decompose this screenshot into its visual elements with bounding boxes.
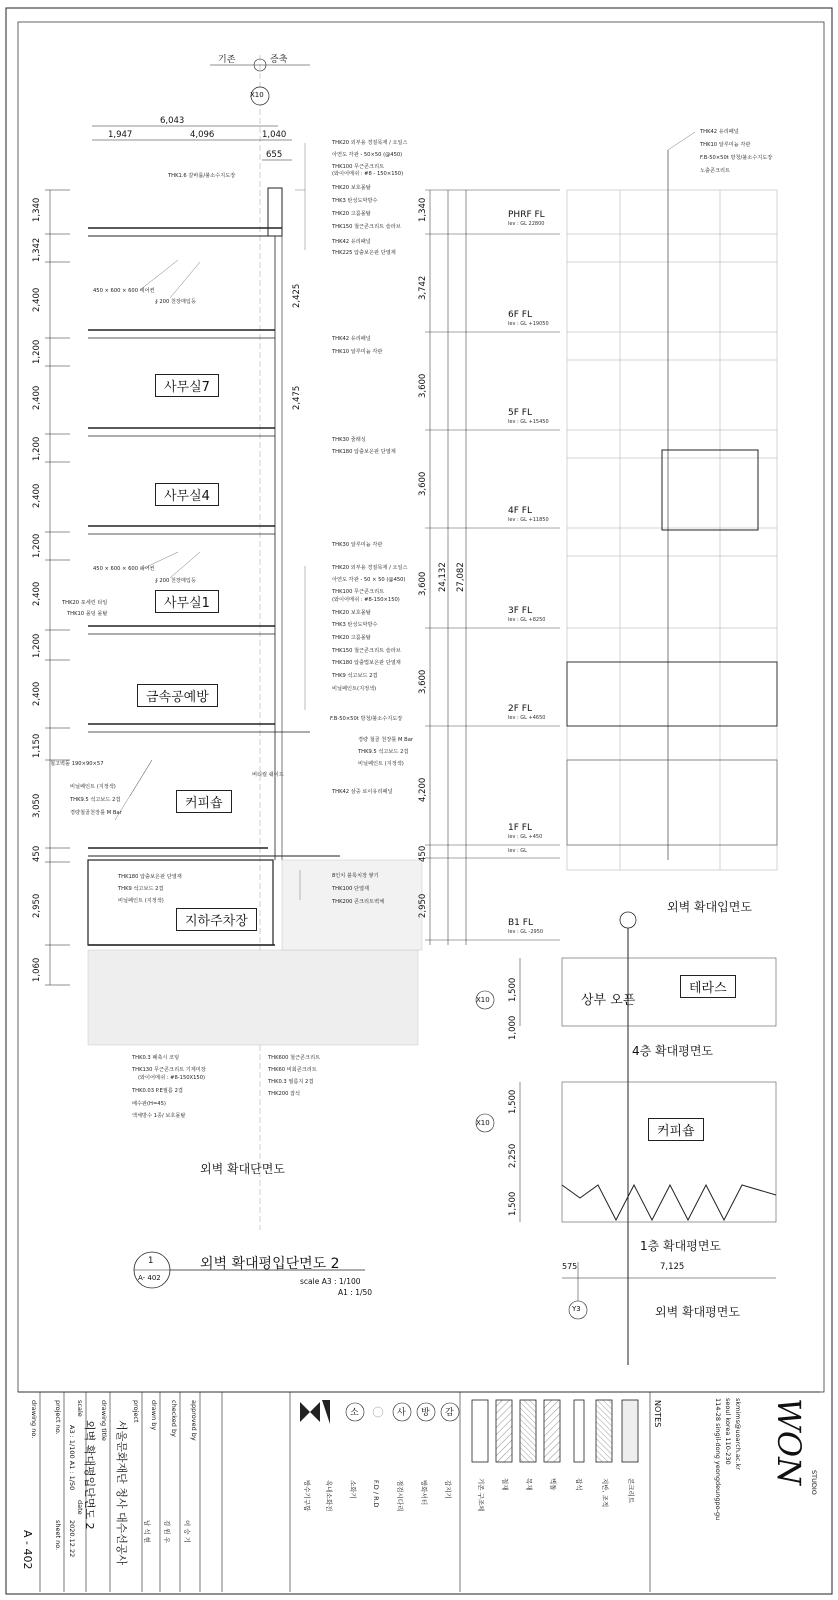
- room-office-7: 사무실7: [155, 374, 219, 397]
- dim-total-width: 6,043: [160, 116, 185, 126]
- left-dim: 2,950: [32, 893, 42, 918]
- left-dim: 1,200: [32, 339, 42, 364]
- scale-a3: scale A3 : 1/100: [300, 1277, 361, 1286]
- right-note: THK3 탄성도막방수: [332, 622, 378, 628]
- level-value: lev : GL +19050: [508, 321, 549, 327]
- left-note: 경량철골천장틀 M Bar: [70, 810, 122, 816]
- studio-sub: STUDIO: [810, 1470, 818, 1495]
- left-dim: 1,340: [32, 197, 42, 222]
- symbol-glyph: 감: [445, 1408, 454, 1418]
- cafe-note: THK42 삼중 로이유리패널: [332, 789, 393, 795]
- address-line: seoul korea 110-230: [724, 1398, 732, 1465]
- left-dim: 450: [32, 845, 42, 862]
- extension-label: 증축: [270, 55, 288, 65]
- left-note: THK20 포세린 타일: [62, 600, 108, 606]
- right-note: THK10 알루미늄 각관: [332, 349, 383, 355]
- left-note: ∮ 200 천장매입등: [155, 299, 196, 305]
- level-name: B1 FL: [508, 918, 533, 928]
- right-note: THK150 철근콘크리트 슬라브: [332, 648, 401, 654]
- level-value: lev : GL: [508, 848, 527, 854]
- tb-drawn-by: 남 석 현: [143, 1520, 151, 1543]
- drawing-sheet-ref: A- 402: [138, 1274, 161, 1282]
- level-value: lev : GL +15450: [508, 419, 549, 425]
- bottom-note: THK0.3 폐축시 코팅: [132, 1055, 180, 1061]
- left-dim: 1,200: [32, 436, 42, 461]
- grid-bubble-x10: X10: [250, 91, 264, 99]
- roof-note: THK1.6 갈바륨/불소수지도장: [168, 173, 236, 179]
- level-name: 2F FL: [508, 704, 532, 714]
- legend-symbol-label: 옥내소화전: [325, 1480, 333, 1512]
- cafe-note: 경량 철골 천장틀 M Bar: [358, 737, 414, 743]
- legend-symbol-label: F.D / R.D: [372, 1480, 380, 1508]
- tb-drawing-title: 외벽 확대평입단면도 2: [83, 1420, 96, 1530]
- tb-sheet-no-label: sheet no.: [54, 1520, 62, 1551]
- tb-scale-value: A3 : 1/100 A1 : 1/50: [68, 1425, 76, 1491]
- right-note: 아연도 각관 - 50×50 (@450): [332, 152, 403, 158]
- address-line: 114-28 singil-dong yeongdeungpo-gu: [714, 1398, 722, 1521]
- material-label: 콘크리트: [627, 1478, 635, 1504]
- notes-label: NOTES: [653, 1400, 662, 1428]
- left-dim: 2,400: [32, 385, 42, 410]
- plan-grid-y3: Y3: [572, 1305, 581, 1313]
- elevation-note: THK42 유리패널: [700, 129, 739, 135]
- room-office-4: 사무실4: [155, 483, 219, 506]
- address-line: skmims@uoarch.ac.kr: [734, 1398, 742, 1470]
- right-note: THK3 탄성도막방수: [332, 198, 378, 204]
- plan-4f-caption: 4층 확대평면도: [632, 1044, 714, 1058]
- left-note: 450 × 600 × 600 에어컨: [93, 566, 155, 572]
- scale-a1: A1 : 1/50: [338, 1288, 373, 1297]
- tb-drawing-no-label: drawing no.: [30, 1400, 38, 1439]
- left-note: 비닐페인트 (지정색): [118, 898, 164, 904]
- right-note: THK30 알루미늄 각관: [332, 542, 383, 548]
- left-dim: 3,050: [32, 793, 42, 818]
- plan-terrace: 테라스: [680, 975, 736, 998]
- right-dim: 3,600: [418, 471, 428, 496]
- material-label: 잡석: [575, 1478, 583, 1491]
- symbol-glyph: 사: [397, 1408, 406, 1418]
- tb-project: 서울문화재단 청사 대수선공사: [115, 1420, 128, 1566]
- right-note: THK100 무근콘크리트: [332, 164, 385, 170]
- material-label: 벽돌: [549, 1478, 557, 1491]
- bottom-note: THK200 잡석: [268, 1091, 301, 1097]
- tb-date-label: date: [76, 1500, 84, 1515]
- level-value: lev : GL +4650: [508, 715, 546, 721]
- left-note: THK9 석고보드 2겹: [118, 886, 164, 892]
- dim-width-2: 4,096: [190, 130, 215, 140]
- right-note: THK20 보호몰탈: [332, 185, 371, 191]
- material-label: 철재: [501, 1478, 509, 1491]
- tb-date-value: 2020.12.22: [68, 1520, 76, 1558]
- tb-project-no-label: project no.: [54, 1400, 62, 1435]
- inner-dim: 2,425: [292, 283, 302, 308]
- dim-width-3: 1,040: [262, 130, 287, 140]
- plan-bottom-dim: 575: [562, 1262, 578, 1271]
- level-value: lev : GL +450: [508, 834, 543, 840]
- right-note: THK9 석고보드 2겹: [332, 673, 378, 679]
- right-note: THK20 고름몰탈: [332, 211, 371, 217]
- right-note: THK42 유리패널: [332, 336, 371, 342]
- level-name: PHRF FL: [508, 210, 545, 220]
- right-dim: 4,200: [418, 777, 428, 802]
- right-note: (와이어메쉬 : #8-150×150): [332, 597, 400, 603]
- tb-drawn-by-label: drawn by: [150, 1400, 158, 1431]
- level-value: lev : GL 22800: [508, 221, 545, 227]
- right-dim: 2,950: [418, 893, 428, 918]
- right-dim: 3,600: [418, 373, 428, 398]
- right-note: THK150 철근콘크리트 슬라브: [332, 224, 401, 230]
- base-note: 8인치 블록치장 쌓기: [332, 873, 379, 879]
- level-name: 1F FL: [508, 823, 532, 833]
- level-name: 6F FL: [508, 310, 532, 320]
- section-caption: 외벽 확대단면도: [200, 1162, 285, 1176]
- drawing-number: 1: [148, 1256, 154, 1266]
- left-dim: 1,342: [32, 237, 42, 262]
- left-dim: 1,150: [32, 733, 42, 758]
- total-dim: 24,132: [438, 562, 448, 592]
- left-note: THK180 압출보온판 단열재: [118, 874, 182, 880]
- tb-scale-label: scale: [76, 1400, 84, 1417]
- level-value: lev : GL +8250: [508, 617, 546, 623]
- bottom-note: 배수판(H=45): [132, 1101, 166, 1107]
- right-dim: 1,340: [418, 197, 428, 222]
- left-dim: 1,200: [32, 633, 42, 658]
- right-dim: 3,742: [418, 275, 428, 300]
- bottom-note: THK0.3 필름지 2겹: [268, 1079, 314, 1085]
- tb-drawing-no: A - 402: [21, 1530, 34, 1570]
- room-parking: 지하주차장: [176, 908, 257, 931]
- legend-symbol-label: 감지기: [444, 1480, 452, 1499]
- right-dim: 450: [418, 845, 428, 862]
- level-name: 5F FL: [508, 408, 532, 418]
- cafe-note: 버티컬 쉐이드: [252, 772, 284, 778]
- room-cafe: 커피숍: [176, 790, 232, 813]
- plan-dim: 1,500: [508, 1089, 518, 1114]
- elevation-note: F.B-50×50t 방청/불소수지도장: [700, 155, 773, 161]
- base-note: THK200 콘크리트벽체: [332, 899, 385, 905]
- right-note: THK180 압출보온판 단열재: [332, 449, 396, 455]
- tb-checked-by-label: checked by: [170, 1400, 178, 1437]
- right-note: THK20 보호몰탈: [332, 610, 371, 616]
- left-dim: 1,060: [32, 957, 42, 982]
- left-dim: 2,400: [32, 581, 42, 606]
- right-note: THK30 줄래싱: [332, 437, 366, 443]
- right-note: THK180 압출법보온판 단열재: [332, 660, 401, 666]
- plan-dim: 1,500: [508, 1191, 518, 1216]
- right-note: 비닐페인트(지정색): [332, 686, 377, 692]
- material-label: 지반, 조적: [601, 1478, 609, 1508]
- right-note: THK20 외부용 경질목재 / 오일스: [332, 140, 408, 146]
- plan-caption: 외벽 확대평면도: [655, 1305, 740, 1319]
- left-dim: 1,200: [32, 533, 42, 558]
- bottom-note: (와이어메쉬 : #8-150X150): [138, 1075, 206, 1081]
- elevation-note: THK10 알루미늄 각관: [700, 142, 751, 148]
- right-note: THK100 무근콘크리트: [332, 589, 385, 595]
- tb-project-label: project: [132, 1400, 140, 1423]
- inner-dim: 2,475: [292, 385, 302, 410]
- elevation-note: 노출콘크리트: [700, 168, 731, 174]
- tb-approved-by: 이 승 기: [183, 1520, 191, 1543]
- right-note: THK42 유리패널: [332, 239, 371, 245]
- tb-drawing-title-label: drawing title: [100, 1400, 108, 1441]
- left-note: 비닐페인트 (지정색): [70, 784, 116, 790]
- left-dim: 2,400: [32, 483, 42, 508]
- level-name: 3F FL: [508, 606, 532, 616]
- bottom-note: THK600 철근콘크리트: [268, 1055, 321, 1061]
- bottom-note: 액체방수 1종/ 보호몰탈: [132, 1113, 186, 1119]
- bottom-note: THK130 무근콘크리트 기계미장: [132, 1067, 206, 1073]
- bottom-note: THK0.03 P.E필름 2겹: [132, 1088, 183, 1094]
- plan-dim: 1,500: [508, 977, 518, 1002]
- material-label: 목재: [525, 1478, 533, 1491]
- material-label: 기존 구조체: [477, 1478, 485, 1512]
- base-note: THK100 단열재: [332, 886, 370, 892]
- cafe-note: 비닐페인트 (지정색): [358, 761, 404, 767]
- left-note: ∮ 200 천장매입등: [155, 578, 196, 584]
- right-note: THK20 고름몰탈: [332, 635, 371, 641]
- legend-symbol-label: 방화셔터: [420, 1480, 428, 1506]
- right-note: 아연도 각관 - 50 × 50 (@450): [332, 577, 406, 583]
- plan-dim: 2,250: [508, 1143, 518, 1168]
- plan-bottom-dim: 7,125: [660, 1262, 685, 1272]
- right-note: (와이어메쉬 : #8 - 150×150): [332, 171, 404, 177]
- left-note: THK9.5 석고보드 2겹: [70, 797, 121, 803]
- studio-logo: WON: [770, 1398, 808, 1486]
- right-dim: 3,600: [418, 571, 428, 596]
- left-note: THK10 몰딩 몰탈: [67, 611, 108, 617]
- bottom-note: THK60 비회콘크리트: [268, 1067, 317, 1073]
- tb-approved-by-label: approved by: [190, 1400, 198, 1441]
- room-office-1: 사무실1: [155, 590, 219, 613]
- symbol-glyph: 소: [350, 1408, 359, 1418]
- cafe-note: THK9.5 석고보드 2겹: [358, 749, 409, 755]
- plan-cafe: 커피숍: [648, 1118, 704, 1141]
- tb-checked-by: 김 원 우: [163, 1520, 171, 1543]
- right-dim: 3,600: [418, 669, 428, 694]
- left-dim: 2,400: [32, 681, 42, 706]
- left-note: 철고벽돌 190×90×57: [50, 761, 104, 767]
- left-note: 450 × 600 × 600 에어컨: [93, 288, 155, 294]
- elevation-caption: 외벽 확대입면도: [667, 900, 752, 914]
- room-metalcraft: 금속공예방: [137, 684, 218, 707]
- dim-width-4: 655: [266, 150, 283, 160]
- level-value: lev : GL -2950: [508, 929, 544, 935]
- right-note: THK20 외부용 경질목재 / 오일스: [332, 565, 408, 571]
- existing-label: 기존: [218, 55, 236, 65]
- legend-symbol-label: 점검시다리: [396, 1480, 404, 1512]
- plan-1f-caption: 1층 확대평면도: [640, 1239, 722, 1253]
- plan-open-above: 상부 오픈: [581, 993, 636, 1008]
- plan-dim: 1,000: [508, 1015, 518, 1040]
- cafe-note: F.B-50×50t 방청/불소수지도장: [330, 716, 403, 722]
- plan-grid-x10: X10: [476, 996, 490, 1004]
- legend-symbol-label: 소화기: [349, 1480, 357, 1499]
- symbol-glyph: 방: [421, 1408, 430, 1418]
- total-dim: 27,082: [456, 562, 466, 592]
- right-note: THK225 압출보온판 단열재: [332, 250, 396, 256]
- left-dim: 2,400: [32, 287, 42, 312]
- plan-grid-x10: X10: [476, 1119, 490, 1127]
- level-value: lev : GL +11850: [508, 517, 549, 523]
- dim-width-1: 1,947: [108, 130, 133, 140]
- drawing-title-main: 외벽 확대평입단면도 2: [200, 1256, 340, 1272]
- level-name: 4F FL: [508, 506, 532, 516]
- legend-symbol-label: 방수기구함: [303, 1480, 311, 1512]
